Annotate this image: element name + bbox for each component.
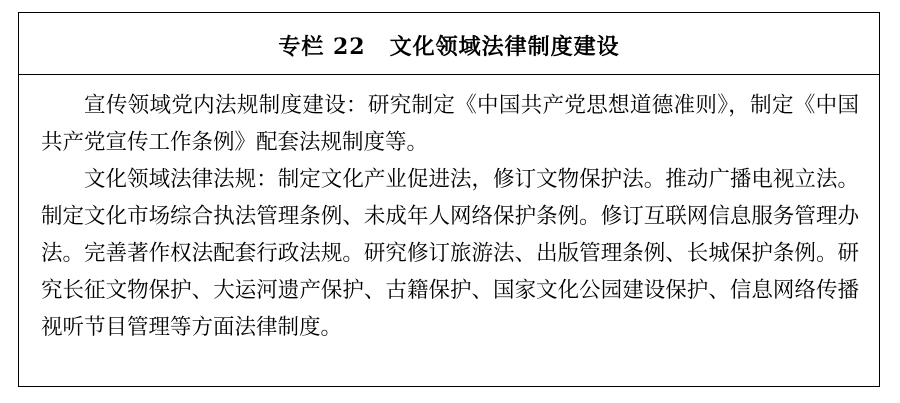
paragraph-propaganda-regulations: 宣传领域党内法规制度建设：研究制定《中国共产党思想道德准则》，制定《中国共产党宣传工作条例》配套法规制度等。 — [41, 93, 859, 155]
box-body — [19, 75, 879, 346]
box-number-label: 专栏 22 — [278, 34, 366, 60]
paragraph-culture-laws: 文化领域法律法规：制定文化产业促进法，修订文物保护法。推动广播电视立法。制定文化市场综合执法管理条例、未成年人网络保护条例。修订互联网信息服务管理办法。完善著作权法配套行政法规。研究修订旅游法、出版管理条例、长城保护条例。研究长征文物保护、大运河遗产保护、古籍保护、国家文化公园建设保护、信息网络传播视听节目管理等方面法律制度。 — [41, 167, 859, 340]
callout-box — [18, 12, 880, 387]
page-title: 文化领域法律制度建设 — [389, 34, 620, 60]
box-title — [19, 13, 879, 74]
